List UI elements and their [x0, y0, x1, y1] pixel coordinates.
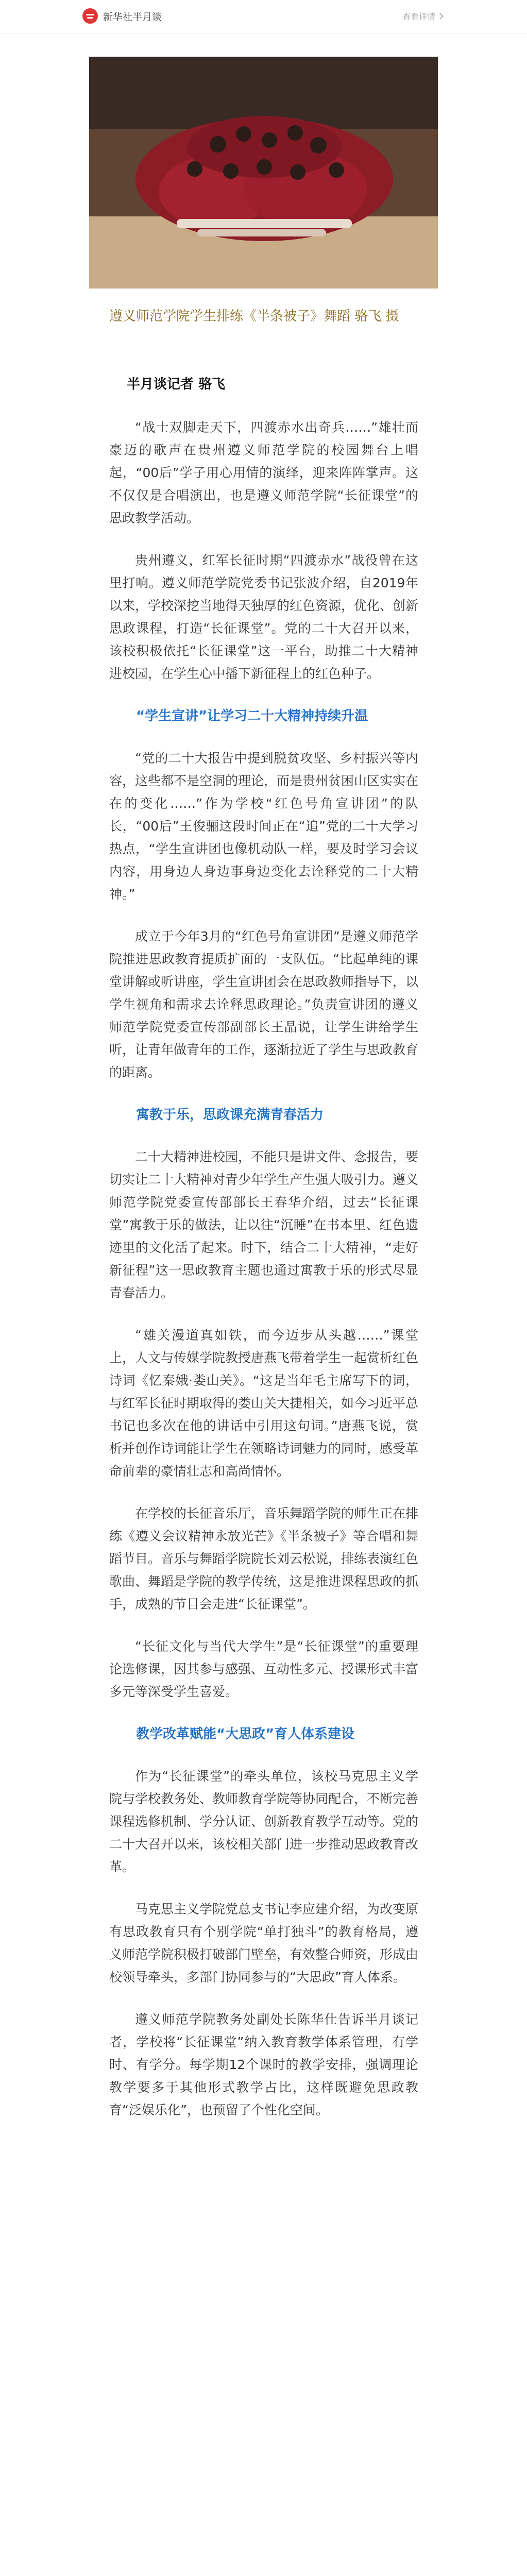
article-paragraph: 二十大精神进校园，不能只是讲文件、念报告，要切实让二十大精神对青少年学生产生强大吸引力。遵义师范学院党委宣传部部长王春华介绍，过去“长征课堂”寓教于乐的做法，让以往“沉睡”在书本里、红色遗迹里的文化活了起来。时下，结合二十大精神，“走好新征程”这一思政教育主题也通过寓教于乐的形式尽显青春活力。	[109, 1149, 419, 1300]
dance-rehearsal-image	[89, 57, 438, 289]
article-author: 半月谈记者 骆飞	[127, 377, 226, 392]
article-paragraph: 遵义师范学院教务处副处长陈华仕告诉半月谈记者，学校将“长征课堂”纳入教育教学体系管理，有学时、有学分。每学期12个课时的教学安排，强调理论教学要多于其他形式教学占比，这样既避免思政教育“泛娱乐化”，也预留了个性化空间。	[109, 2012, 418, 2117]
article-paragraph: 马克思主义学院党总支书记李应建介绍，为改变原有思政教育只有个别学院“单打独斗”的教育格局，遵义师范学院积极打破部门壁垒，有效整合师资，形成由校领导牵头，多部门协同参与的“大思政”育人体系。	[109, 1902, 419, 1985]
article-paragraph: 贵州遵义，红军长征时期“四渡赤水”战役曾在这里打响。遵义师范学院党委书记张波介绍，自2019年以来，学校深挖当地得天独厚的红色资源，优化、创新思政课程，打造“长征课堂”。党的二十大召开以来，该校积极依托“长征课堂”这一平台，助推二十大精神进校园，在学生心中播下新征程上的红色种子。	[109, 553, 419, 681]
brand-name: 新华社半月谈	[103, 11, 162, 23]
article-paragraph: “党的二十大报告中提到脱贫攻坚、乡村振兴等内容，这些都不是空洞的理论，而是贵州贫困山区实实在在的变化……”作为学校“红色号角宣讲团”的队长，“00后”王俊骊这段时间正在“追”党的二十大学习热点，“学生宣讲团也像机动队一样，要及时学习会议内容，用身边人身边事身边变化去诠释党的二十大精神。”	[109, 751, 419, 902]
article-body	[109, 416, 418, 2141]
chevron-right-icon[interactable]	[437, 13, 444, 20]
photo-caption: 遵义师范学院学生排练《半条被子》舞蹈 骆飞 摄	[109, 309, 399, 324]
article-paragraph: “战士双脚走天下，四渡赤水出奇兵……”雄壮而豪迈的歌声在贵州遵义师范学院的校园舞台上唱起，“00后”学子用心用情的演绎，迎来阵阵掌声。这不仅仅是合唱演出，也是遵义师范学院“长征课堂”的思政教学活动。	[109, 420, 418, 526]
brand-logo-icon	[82, 8, 98, 24]
section-heading: 教学改革赋能“大思政”育人体系建设	[136, 1726, 355, 1742]
section-heading: “学生宣讲”让学习二十大精神持续升温	[136, 708, 368, 724]
hero-photo	[89, 57, 438, 289]
article-paragraph: 在学校的长征音乐厅，音乐舞蹈学院的师生正在排练《遵义会议精神永放光芒》《半条被子》等合唱和舞蹈节目。音乐与舞蹈学院院长刘云松说，排练表演红色歌曲、舞蹈是学院的教学传统，这是推进课程思政的抓手，成熟的节目会走进“长征课堂”。	[109, 1506, 419, 1612]
view-detail-link[interactable]: 查看详情	[402, 12, 435, 22]
article-paragraph: “长征文化与当代大学生”是“长征课堂”的重要理论选修课，因其参与感强、互动性多元、授课形式丰富多元等深受学生喜爱。	[109, 1639, 419, 1699]
section-heading: 寓教于乐，思政课充满青春活力	[136, 1107, 324, 1123]
article-paragraph: 作为“长征课堂”的牵头单位，该校马克思主义学院与学校教务处、教师教育学院等协同配合，不断完善课程选修机制、学分认证、创新教育教学互动等。党的二十大召开以来，该校相关部门进一步推动思政教育改革。	[109, 1769, 419, 1874]
article-paragraph: “雄关漫道真如铁，而今迈步从头越……”课堂上，人文与传媒学院教授唐燕飞带着学生一起赏析红色诗词《忆秦娥·娄山关》。“这是当年毛主席写下的词，与红军长征时期取得的娄山关大捷相关，如今习近平总书记也多次在他的讲话中引用这句词。”唐燕飞说，赏析并创作诗词能让学生在领略诗词魅力的同时，感受革命前辈的豪情壮志和高尚情怀。	[109, 1328, 419, 1479]
top-bar	[0, 0, 527, 34]
article-paragraph: 成立于今年3月的“红色号角宣讲团”是遵义师范学院推进思政教育提质扩面的一支队伍。“比起单纯的课堂讲解或听讲座，学生宣讲团会在思政教师指导下，以学生视角和需求去诠释思政理论。”负责宣讲团的遵义师范学院党委宣传部副部长王晶说，让学生讲给学生听，让青年做青年的工作，逐渐拉近了学生与思政教育的距离。	[109, 929, 419, 1080]
